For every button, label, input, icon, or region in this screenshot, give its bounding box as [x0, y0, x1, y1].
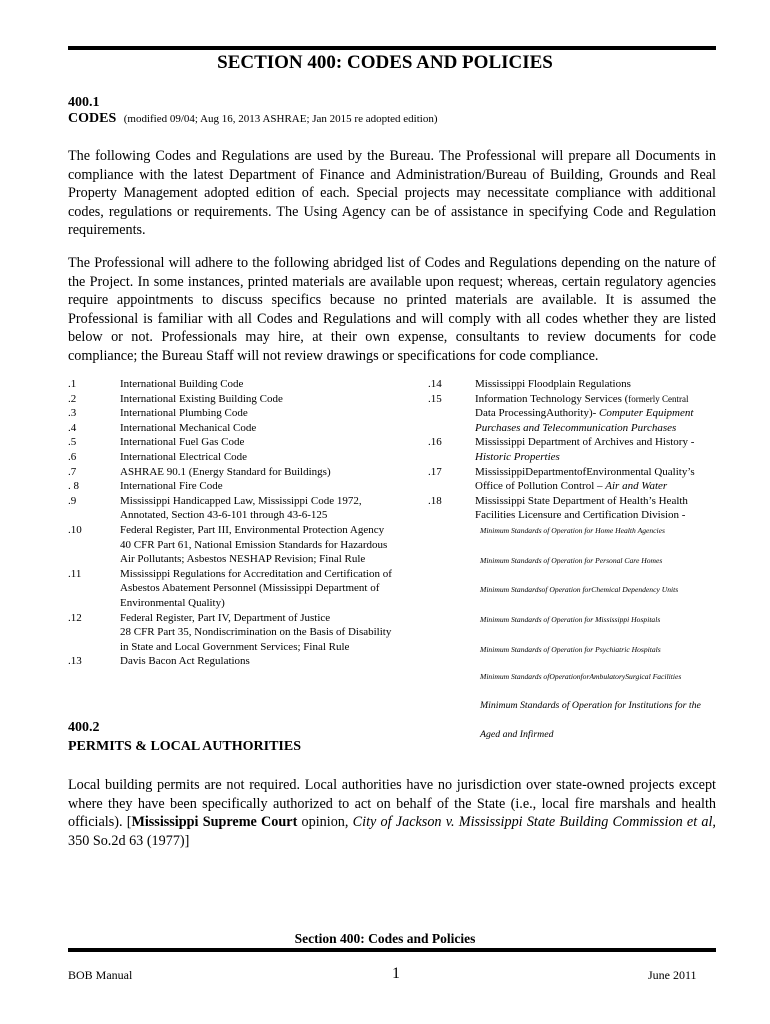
list-item	[68, 494, 428, 523]
item-number: .10	[68, 523, 82, 536]
sub-item: Minimum Standards of Operation for Personal Care Homes	[480, 555, 663, 565]
list-item	[68, 450, 428, 465]
item-text-line1: Information Technology Services (	[475, 392, 629, 405]
item-number: .1	[68, 378, 77, 390]
list-item	[68, 392, 428, 407]
item-text: International Electrical Code	[120, 450, 248, 463]
item-number: .2	[68, 392, 77, 405]
list-item	[68, 406, 428, 421]
list-item	[68, 567, 428, 611]
item-text-italic: Air and Water	[605, 480, 668, 493]
intro-paragraph: The following Codes and Regulations are used by the Bureau. The Professional will prepare all Documents in compliance with the latest Department of Finance and Administration/Bureau of Building, Grounds and Real Property Management adopted edition of each. Special projects may necessitate compliance with additional codes, regulations or requirements. The Using Agency can be of assistance in specifying Code and Regulation requirements.	[68, 148, 716, 239]
footer-right: June 2011	[648, 968, 697, 982]
item-text-small: formerly Central	[628, 393, 689, 404]
page-number: 1	[392, 965, 400, 982]
permits-mid: opinion,	[297, 814, 353, 831]
item-number: .11	[68, 567, 82, 580]
permits-text: Local building permits are not required. Local authorities have no jurisdiction over state-owned projects except where they have been specifically authorized to act on behalf of the State (i.e., local fire marshals and health officials). [	[68, 777, 716, 831]
item-number: .3	[68, 407, 77, 420]
item-number: .7	[68, 465, 77, 478]
item-text: International Building Code	[120, 378, 244, 390]
item-text: Mississippi Handicapped Law, Mississippi Code 1972, Annotated, Section 43-6-101 through 43-6-125	[120, 494, 362, 522]
list-item	[68, 377, 428, 392]
item-number: .5	[68, 436, 77, 449]
sub-item: Minimum Standards of Operation for Home Health Agencies	[480, 525, 665, 535]
list-item	[428, 392, 728, 436]
codes-heading-line	[68, 111, 438, 127]
item-text: Federal Register, Part III, Environmental Protection Agency 40 CFR Part 61, National Emission Standards for Hazardous Air Pollutants; Asbestos NESHAP Revision; Final Rule	[120, 523, 388, 566]
adherence-paragraph: The Professional will adhere to the following abridged list of Codes and Regulations depending on the nature of the Project. In some instances, printed materials are available upon request; whereas, certain regulatory agencies require appointments to discuss specifics because no printed materials are available. It is assumed the Professional is familiar with all Codes and Regulations and will comply with all codes whether they are listed below or not. Professionals may hire, at their own expense, consultants to review documents for code compliance; the Bureau Staff will not review drawings or specifications for code compliance.	[68, 255, 716, 364]
item-text-line2: Office of Pollution Control –	[475, 480, 606, 493]
item-text: Mississippi Floodplain Regulations	[475, 378, 631, 390]
list-item	[68, 465, 428, 480]
item-text: International Plumbing Code	[120, 407, 248, 420]
list-item	[68, 421, 428, 436]
codes-note: (modified 09/04; Aug 16, 2013 ASHRAE; Jan 2015 re adopted edition)	[123, 113, 438, 125]
list-item	[428, 377, 728, 392]
codes-heading: CODES	[68, 111, 117, 126]
item-text-line3: Purchases and Telecommunication Purchases	[475, 421, 677, 434]
footer-section-title: Section 400: Codes and Policies	[294, 931, 476, 946]
case-name: City of Jackson v. Mississippi State Building Commission et al,	[352, 814, 716, 831]
item-number: .14	[428, 378, 442, 390]
codes-list-right	[428, 377, 728, 755]
item-text-line2: Data ProcessingAuthority)-	[475, 407, 600, 420]
item-text: International Existing Building Code	[120, 392, 283, 405]
page-title: SECTION 400: CODES AND POLICIES	[217, 52, 553, 73]
list-item	[428, 435, 728, 464]
list-item	[68, 435, 428, 450]
item-number: .6	[68, 450, 77, 463]
bottom-rule	[68, 948, 716, 952]
item-text: International Fire Code	[120, 480, 223, 493]
item-number: .16	[428, 436, 442, 449]
item-text: Mississippi Regulations for Accreditation and Certification of Asbestos Abatement Personnel (Mississippi Department of Environmental Quality)	[120, 567, 392, 609]
item-number: .4	[68, 421, 77, 434]
list-item	[68, 479, 428, 494]
codes-list-left	[68, 377, 428, 669]
sub-item-last-line1: Minimum Standards of Operation for Institutions for the	[480, 699, 701, 711]
item-text-line1: MississippiDepartmentofEnvironmental Quality’s	[475, 465, 695, 478]
sub-item: Minimum Standardsof Operation forChemical Dependency Units	[480, 585, 679, 595]
list-item	[68, 611, 428, 655]
sub-item-last-line2: Aged and Infirmed	[480, 728, 554, 740]
list-item	[428, 465, 728, 494]
item-text	[475, 392, 728, 436]
item-number: .12	[68, 611, 82, 624]
item-number: .18	[428, 494, 442, 507]
item-text: Davis Bacon Act Regulations	[120, 655, 250, 668]
item-number: .17	[428, 465, 442, 478]
item-number: .9	[68, 494, 77, 507]
section-number-400-1: 400.1	[68, 95, 100, 110]
list-item	[68, 654, 428, 669]
item-text-italic: Computer Equipment	[599, 407, 694, 420]
item-number: .13	[68, 655, 82, 668]
item-text: ASHRAE 90.1 (Energy Standard for Buildings)	[120, 465, 331, 478]
item-text-line2: Facilities Licensure and Certification Division -	[475, 509, 686, 522]
item-number: .15	[428, 392, 442, 405]
list-item	[428, 494, 728, 755]
footer-left: BOB Manual	[68, 968, 133, 982]
item-number: . 8	[68, 480, 79, 493]
item-text-italic: Historic Properties	[475, 450, 560, 463]
permits-heading: PERMITS & LOCAL AUTHORITIES	[68, 739, 301, 754]
sub-item: Minimum Standards ofOperationforAmbulatorySurgical Facilities	[480, 672, 682, 682]
item-text: Federal Register, Part IV, Department of Justice 28 CFR Part 35, Nondiscrimination on the Basis of Disability in State and Local Government Services; Final Rule	[120, 611, 392, 653]
sub-item: Minimum Standards of Operation for Psychiatric Hospitals	[480, 644, 661, 654]
permits-end: 350 So.2d 63 (1977)]	[68, 832, 190, 849]
list-item	[68, 523, 428, 567]
court-name: Mississippi Supreme Court	[131, 814, 298, 831]
item-text-line1: Mississippi State Department of Health’s Health	[475, 494, 688, 507]
section-number-400-2: 400.2	[68, 720, 100, 735]
item-text	[475, 465, 728, 494]
permits-paragraph	[68, 776, 716, 850]
sub-item: Minimum Standards of Operation for Mississippi Hospitals	[480, 615, 661, 624]
item-text: International Mechanical Code	[120, 421, 257, 434]
item-text	[475, 494, 728, 755]
item-text-line1: Mississippi Department of Archives and History -	[475, 436, 695, 449]
item-text	[475, 435, 728, 464]
item-text: International Fuel Gas Code	[120, 436, 245, 449]
top-rule	[68, 46, 716, 50]
